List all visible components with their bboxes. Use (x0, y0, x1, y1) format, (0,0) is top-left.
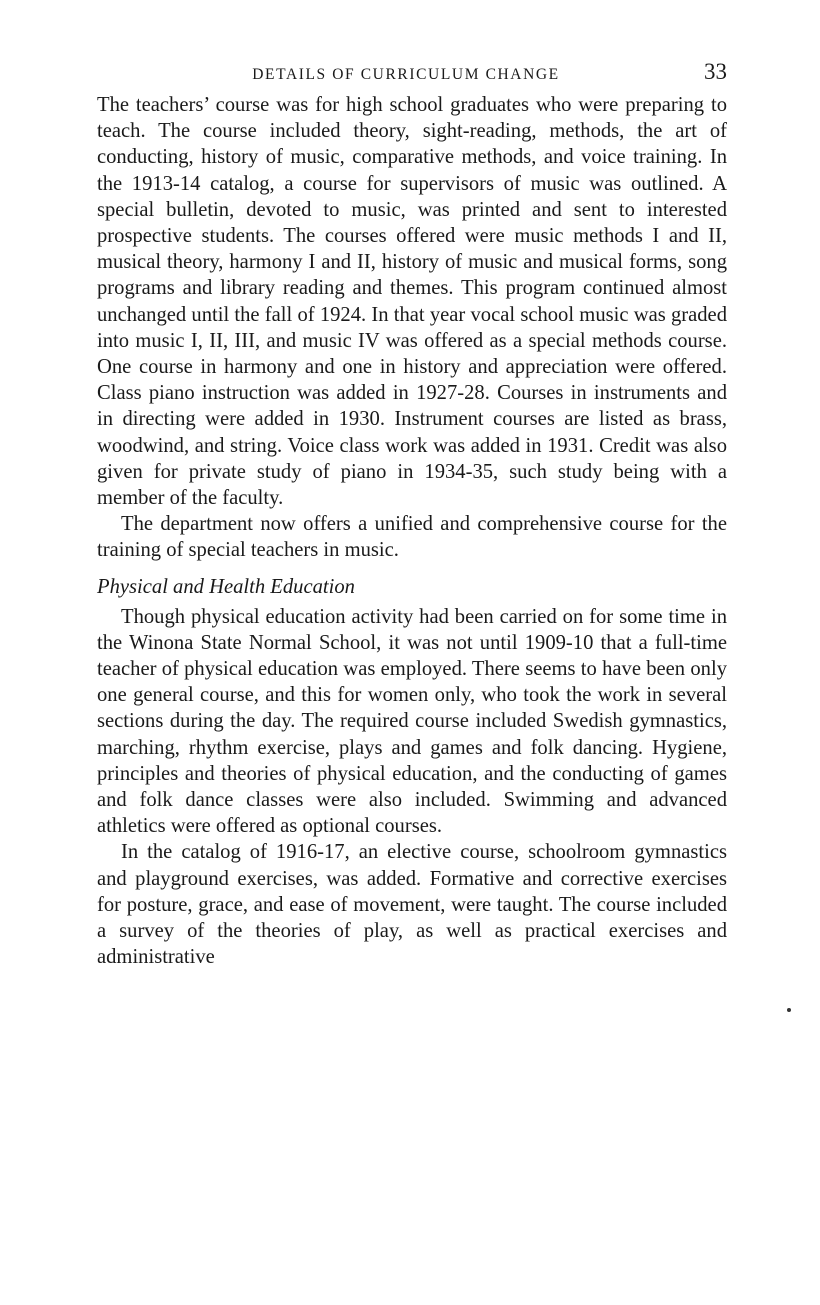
paragraph-department-offers: The department now offers a unified and comprehensive course for the training of special teachers in music. (97, 513, 727, 562)
margin-dot (787, 1008, 791, 1012)
section-heading: Physical and Health Education (97, 575, 355, 598)
paragraph-catalog-1916: In the catalog of 1916-17, an elective course, schoolroom gymnastics and playground exercises, was added. Formative and corrective exercises for posture, grace, and ease of movement, were taught. The course included a survey of the theories of play, as well as practical exercises and administrative (97, 841, 727, 969)
page-number: 33 (704, 59, 727, 84)
paragraph-music-courses: The teachers’ course was for high school graduates who were preparing to teach. The course included theory, sight-reading, methods, the art of conducting, history of music, comparative methods, and voice training. In the 1913-14 catalog, a course for supervisors of music was outlined. A special bulletin, devoted to music, was printed and sent to interested prospective students. The courses offered were music methods I and II, musical theory, harmony I and II, history of music and musical forms, song programs and library reading and themes. This program continued almost unchanged until the fall of 1924. In that year vocal school music was graded into music I, II, III, and music IV was offered as a special methods course. One course in harmony and one in history and appreciation were offered. Class piano instruction was added in 1927-28. Courses in instruments and in directing were added in 1930. Instrument courses are listed as brass, woodwind, and string. Voice class work was added in 1931. Credit was also given for private study of piano in 1934-35, such study being with a member of the faculty. (97, 94, 727, 510)
body-text (97, 92, 727, 971)
running-title: DETAILS OF CURRICULUM CHANGE (252, 66, 560, 83)
paragraph-physical-education: Though physical education activity had been carried on for some time in the Winona State Normal School, it was not until 1909-10 that a full-time teacher of physical education was employed. There seems to have been only one general course, and this for women only, who took the work in several sections during the day. The required course included Swedish gymnastics, marching, rhythm exercise, plays and games and folk dancing. Hygiene, principles and theories of physical education, and the conducting of games and folk dance classes were also included. Swimming and advanced athletics were offered as optional courses. (97, 605, 727, 838)
running-head (97, 58, 727, 92)
book-page (97, 58, 727, 971)
